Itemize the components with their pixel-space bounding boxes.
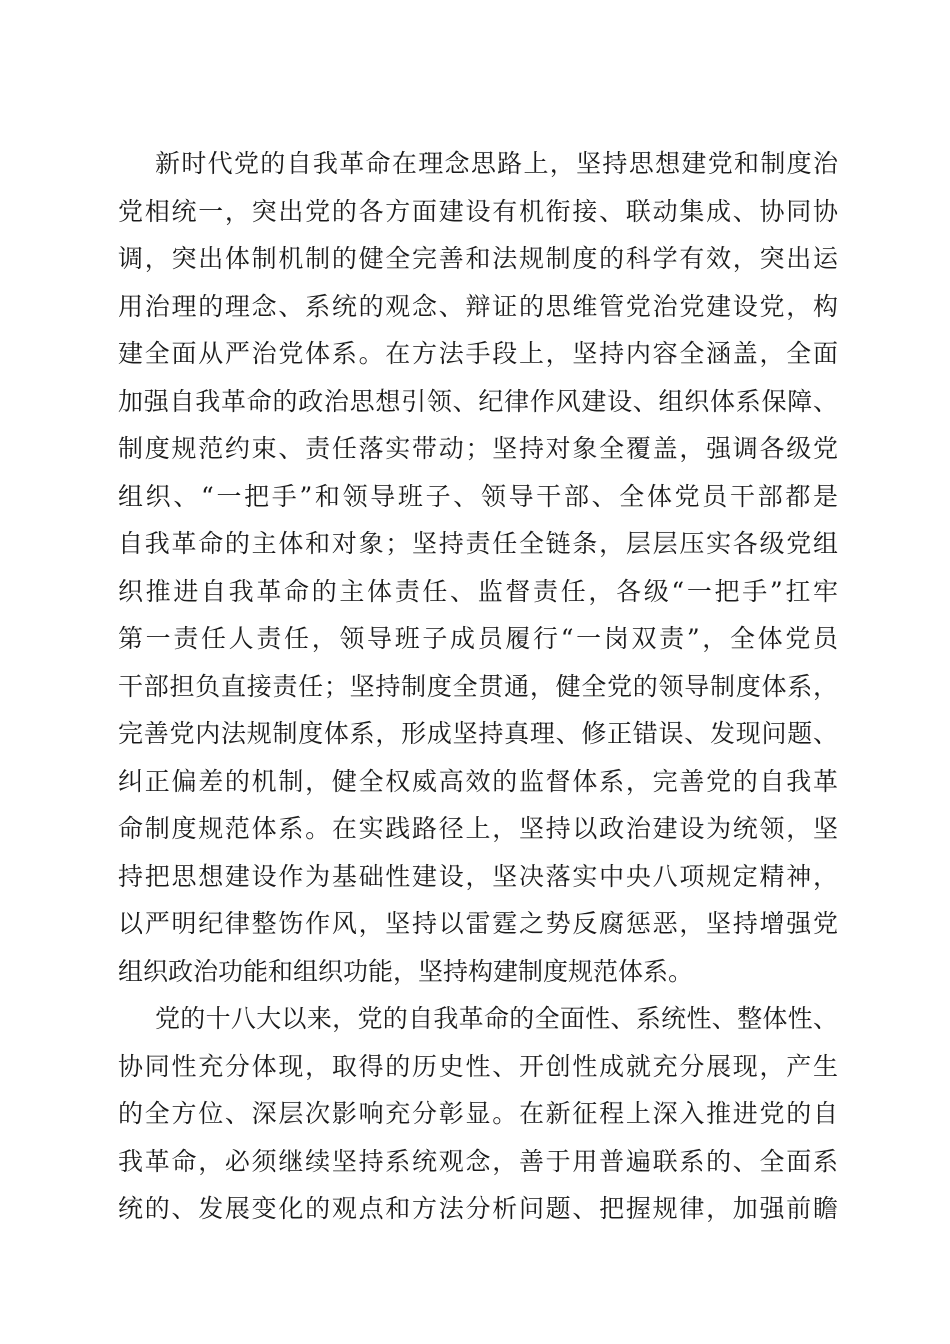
paragraph-2-line: 的全方位、深层次影响充分彰显。在新征程上深入推进党的自 bbox=[118, 1099, 838, 1128]
paragraph-2-line: 协同性充分体现，取得的历史性、开创性成就充分展现，产生 bbox=[118, 1051, 838, 1081]
paragraph-1-line: 以严明纪律整饬作风，坚持以雷霆之势反腐惩恶，坚持增强党 bbox=[118, 909, 838, 938]
paragraph-1-line: 新时代党的自我革命在理念思路上，坚持思想建党和制度治 bbox=[155, 149, 838, 178]
paragraph-1-line: 制度规范约束、责任落实带动；坚持对象全覆盖，强调各级党 bbox=[118, 434, 838, 463]
paragraph-2-line: 我革命，必须继续坚持系统观念，善于用普遍联系的、全面系 bbox=[118, 1146, 838, 1176]
paragraph-1-line: 建全面从严治党体系。在方法手段上，坚持内容全涵盖，全面 bbox=[118, 339, 838, 368]
paragraph-1-line: 纠正偏差的机制，健全权威高效的监督体系，完善党的自我革 bbox=[118, 766, 838, 796]
paragraph-1-line: 持把思想建设作为基础性建设，坚决落实中央八项规定精神， bbox=[118, 861, 838, 891]
paragraph-1-line: 命制度规范体系。在实践路径上，坚持以政治建设为统领，坚 bbox=[118, 814, 838, 843]
paragraph-1-line: 调，突出体制机制的健全完善和法规制度的科学有效，突出运 bbox=[118, 244, 838, 273]
paragraph-2-line: 统的、发展变化的观点和方法分析问题、把握规律，加强前瞻 bbox=[118, 1194, 838, 1223]
paragraph-1-line: 组织、“一把手”和领导班子、领导干部、全体党员干部都是 bbox=[118, 481, 838, 511]
paragraph-1-line: 第一责任人责任，领导班子成员履行“一岗双责”，全体党员 bbox=[118, 624, 838, 653]
paragraph-1-line: 党相统一，突出党的各方面建设有机衔接、联动集成、协同协 bbox=[118, 196, 838, 226]
paragraph-1-line: 加强自我革命的政治思想引领、纪律作风建设、组织体系保障、 bbox=[118, 386, 838, 416]
paragraph-1-line: 干部担负直接责任；坚持制度全贯通，健全党的领导制度体系， bbox=[118, 671, 838, 701]
paragraph-1-line: 织推进自我革命的主体责任、监督责任，各级“一把手”扛牢 bbox=[118, 576, 838, 606]
paragraph-1-line: 自我革命的主体和对象；坚持责任全链条，层层压实各级党组 bbox=[118, 529, 838, 558]
paragraph-2-line: 党的十八大以来，党的自我革命的全面性、系统性、整体性、 bbox=[155, 1004, 838, 1033]
paragraph-1-line: 完善党内法规制度体系，形成坚持真理、修正错误、发现问题、 bbox=[118, 719, 838, 748]
document-body bbox=[118, 140, 838, 1233]
paragraph-1-line: 用治理的理念、系统的观念、辩证的思维管党治党建设党，构 bbox=[118, 291, 838, 321]
paragraph-1-line: 组织政治功能和组织功能，坚持构建制度规范体系。 bbox=[118, 956, 694, 986]
